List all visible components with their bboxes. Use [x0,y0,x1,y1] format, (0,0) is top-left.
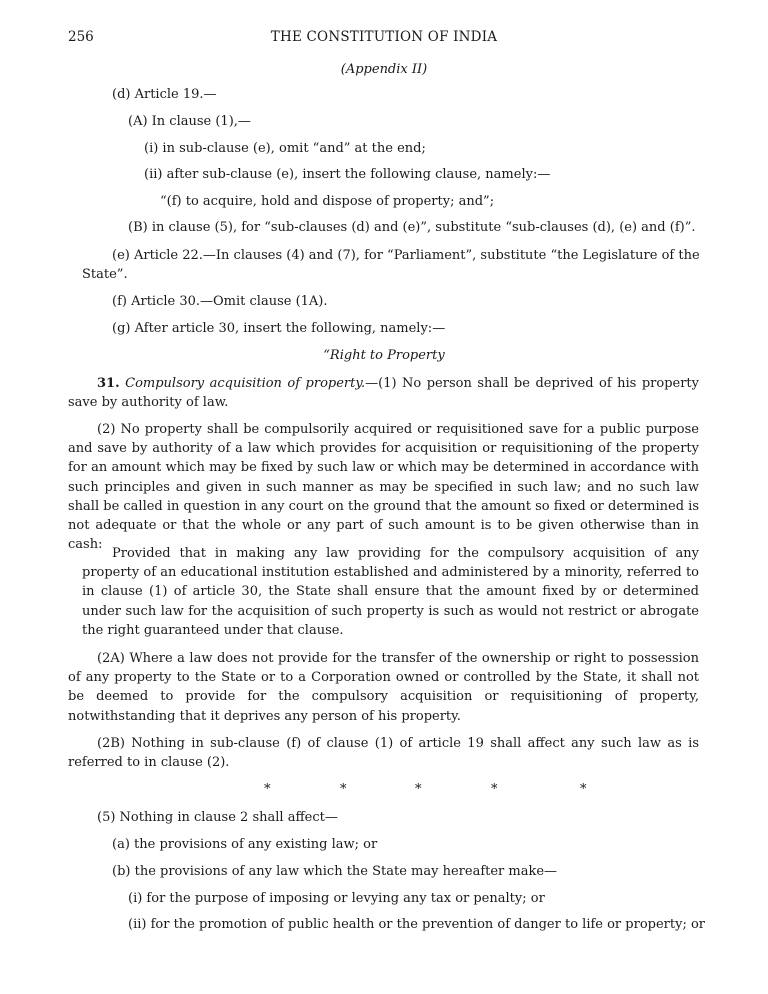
clause-5b-item-ii: (ii) for the promotion of public health or the prevention of danger to life or property; or [128,917,705,932]
clause-1-text: —(1) No person shall be deprived of his property save by authority of law. [68,376,699,411]
article-31-clause-5: (5) Nothing in clause 2 shall affect— [97,810,338,825]
article-31-clause-2A: (2A) Where a law does not provide for the transfer of the ownership or right to possession of any property to the State or to a Corporation owned or controlled by the State, it shall not be deemed to provide for the compulsory acquisition or requisitioning of property, notwithstanding that it deprives any person of his property. [68,651,699,724]
item-d-article-19: (d) Article 19.— [112,87,217,102]
article-31-clause-2B: (2B) Nothing in sub-clause (f) of clause (1) of article 19 shall affect any such law as is referred to in clause (2). [68,736,699,771]
running-header-title: THE CONSTITUTION OF INDIA [270,29,498,45]
article-31-clause-1 [68,374,699,412]
item-ii-subclause: (ii) after sub-clause (e), insert the following clause, namely:— [144,167,551,182]
item-f-article-30: (f) Article 30.—Omit clause (1A). [112,294,328,309]
item-i-subclause: (i) in sub-clause (e), omit “and” at the end; [144,141,426,156]
star: * [580,782,587,797]
star: * [491,782,498,797]
clause-5-item-a: (a) the provisions of any existing law; or [112,837,378,852]
section-heading-right-to-property: “Right to Property [323,348,445,363]
clause-5b-item-i: (i) for the purpose of imposing or levying any tax or penalty; or [128,891,545,906]
article-heading: Compulsory acquisition of property. [125,376,366,391]
item-e-article-22-line1: (e) Article 22.—In clauses (4) and (7), for “Parliament”, substitute “the Legislature of the [112,248,700,263]
item-g-after-article-30: (g) After article 30, insert the following, namely:— [112,321,446,336]
item-A-clause-1: (A) In clause (1),— [128,114,251,129]
article-31-clause-2: (2) No property shall be compulsorily acquired or requisitioned save for a public purpose and save by authority of a law which provides for acquisition or requisitioning of the property for an amount which may be fixed by such law or which may be determined in accordance with such principles and given in such manner as may be specified in such law; and no such law shall be called in question in any court on the ground that the amount so fixed or determined is not adequate or that the whole or any part of such amount is to be given otherwise than in cash: [68,422,700,553]
page-number: 256 [68,29,94,45]
item-B-clause-5: (B) in clause (5), for “sub-clauses (d) and (e)”, substitute “sub-clauses (d), (e) and (f)”. [128,220,696,235]
omission-stars [0,782,768,798]
star: * [264,782,271,797]
star: * [415,782,422,797]
article-number: 31. [97,376,120,391]
star: * [340,782,347,797]
article-31-proviso: Provided that in making any law providing for the compulsory acquisition of any property of an educational institution established and administered by a minority, referred to in clause (1) of article 30, the State shall ensure that the amount fixed by or determined under such law for the acquisition of such property is such as would not restrict or abrogate the right guaranteed under that clause. [82,546,699,638]
inserted-clause-f: “(f) to acquire, hold and dispose of property; and”; [160,194,495,209]
clause-5-item-b: (b) the provisions of any law which the State may hereafter make— [112,864,558,879]
item-e-article-22-line2: State”. [82,267,128,282]
appendix-label: (Appendix II) [340,62,428,77]
